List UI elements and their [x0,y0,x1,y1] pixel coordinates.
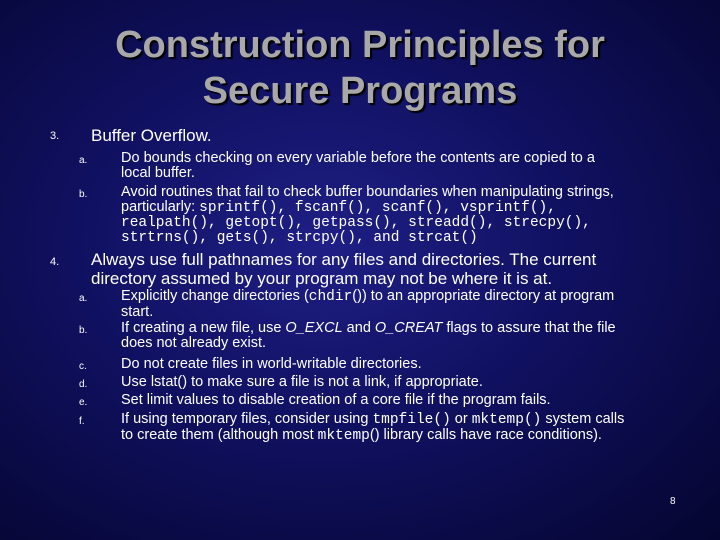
item-4d-marker: d. [79,379,88,390]
title-line-1: Construction Principles for [115,24,605,66]
item-4a-line-1 [121,289,681,305]
item-4a-code: chdir [308,289,353,305]
item-4b-pre: If creating a new file, use [121,320,286,336]
item-3b-line-1: Avoid routines that fail to check buffer boundaries when manipulating strings, [121,184,614,200]
item-4d-text: Use lstat() to make sure a file is not a link, if appropriate. [121,374,483,390]
item-4b-marker: b. [79,325,88,336]
title-line-2: Secure Programs [202,70,518,112]
item-3b-line-2-code: sprintf(), fscanf(), scanf(), vsprintf(), [199,200,556,216]
item-3b-line-3-code: realpath(), getopt(), getpass(), streadd(), strecpy(), [121,215,591,231]
item-4-number: 4. [50,256,60,268]
item-4f-line-2 [121,428,681,444]
item-4e-text: Set limit values to disable creation of a core file if the program fails. [121,392,551,408]
item-3b-text [121,185,681,246]
item-4f-pre: If using temporary files, consider using [121,411,373,427]
item-3b-line-2-prefix: particularly: [121,199,200,215]
item-4-heading-line-1: Always use full pathnames for any files and directories. The current [91,250,597,269]
item-4f-text [121,412,681,444]
item-3b-marker: b. [79,189,88,200]
page-number: 8 [670,496,676,507]
item-4a-line-2: start. [121,304,154,320]
item-4a-pre: Explicitly change directories ( [121,288,309,304]
item-3a-line-1: Do bounds checking on every variable before the contents are copied to a [121,150,595,166]
item-4b-post: flags to assure that the file [442,320,616,336]
item-4c-text: Do not create files in world-writable directories. [121,356,422,372]
item-4b-line-2: does not already exist. [121,335,267,351]
item-4f-code-mktemp: mktemp() [471,412,542,428]
item-4-heading-line-2: directory assumed by your program may not be where it is at. [91,269,553,288]
item-4b-flag-excl: O_EXCL [285,320,343,336]
item-4f-line-2-post: () library calls have race conditions). [369,427,602,443]
item-3a-line-2: local buffer. [121,165,195,181]
item-4f-code-tmpfile: tmpfile() [372,412,451,428]
item-4c-marker: c. [79,361,87,372]
slide-title [0,22,720,114]
item-4f-line-2-code: mktemp [317,428,370,444]
item-3a-marker: a. [79,155,88,166]
item-4-heading [91,250,596,288]
item-4e-marker: e. [79,397,88,408]
item-3-heading: Buffer Overflow. [91,126,212,145]
item-4a-post: ()) to an appropriate directory at program [352,288,615,304]
item-4f-line-2-pre: to create them (although most [121,427,318,443]
item-4b-text [121,321,681,351]
item-3a-text [121,151,681,181]
item-4f-marker: f. [79,416,85,427]
item-3-number: 3. [50,130,60,142]
item-4b-line-1 [121,321,681,336]
item-4f-line-1 [121,412,681,428]
item-4a-text [121,289,681,320]
item-4b-flag-creat: O_CREAT [374,320,443,336]
item-4f-mid: or [450,411,472,427]
item-3b-line-4-code: strtrns(), gets(), strcpy(), and strcat() [121,230,478,246]
item-4f-post: system calls [541,411,625,427]
item-4a-marker: a. [79,293,88,304]
item-4b-mid: and [342,320,375,336]
item-3b-line-2 [121,200,681,216]
